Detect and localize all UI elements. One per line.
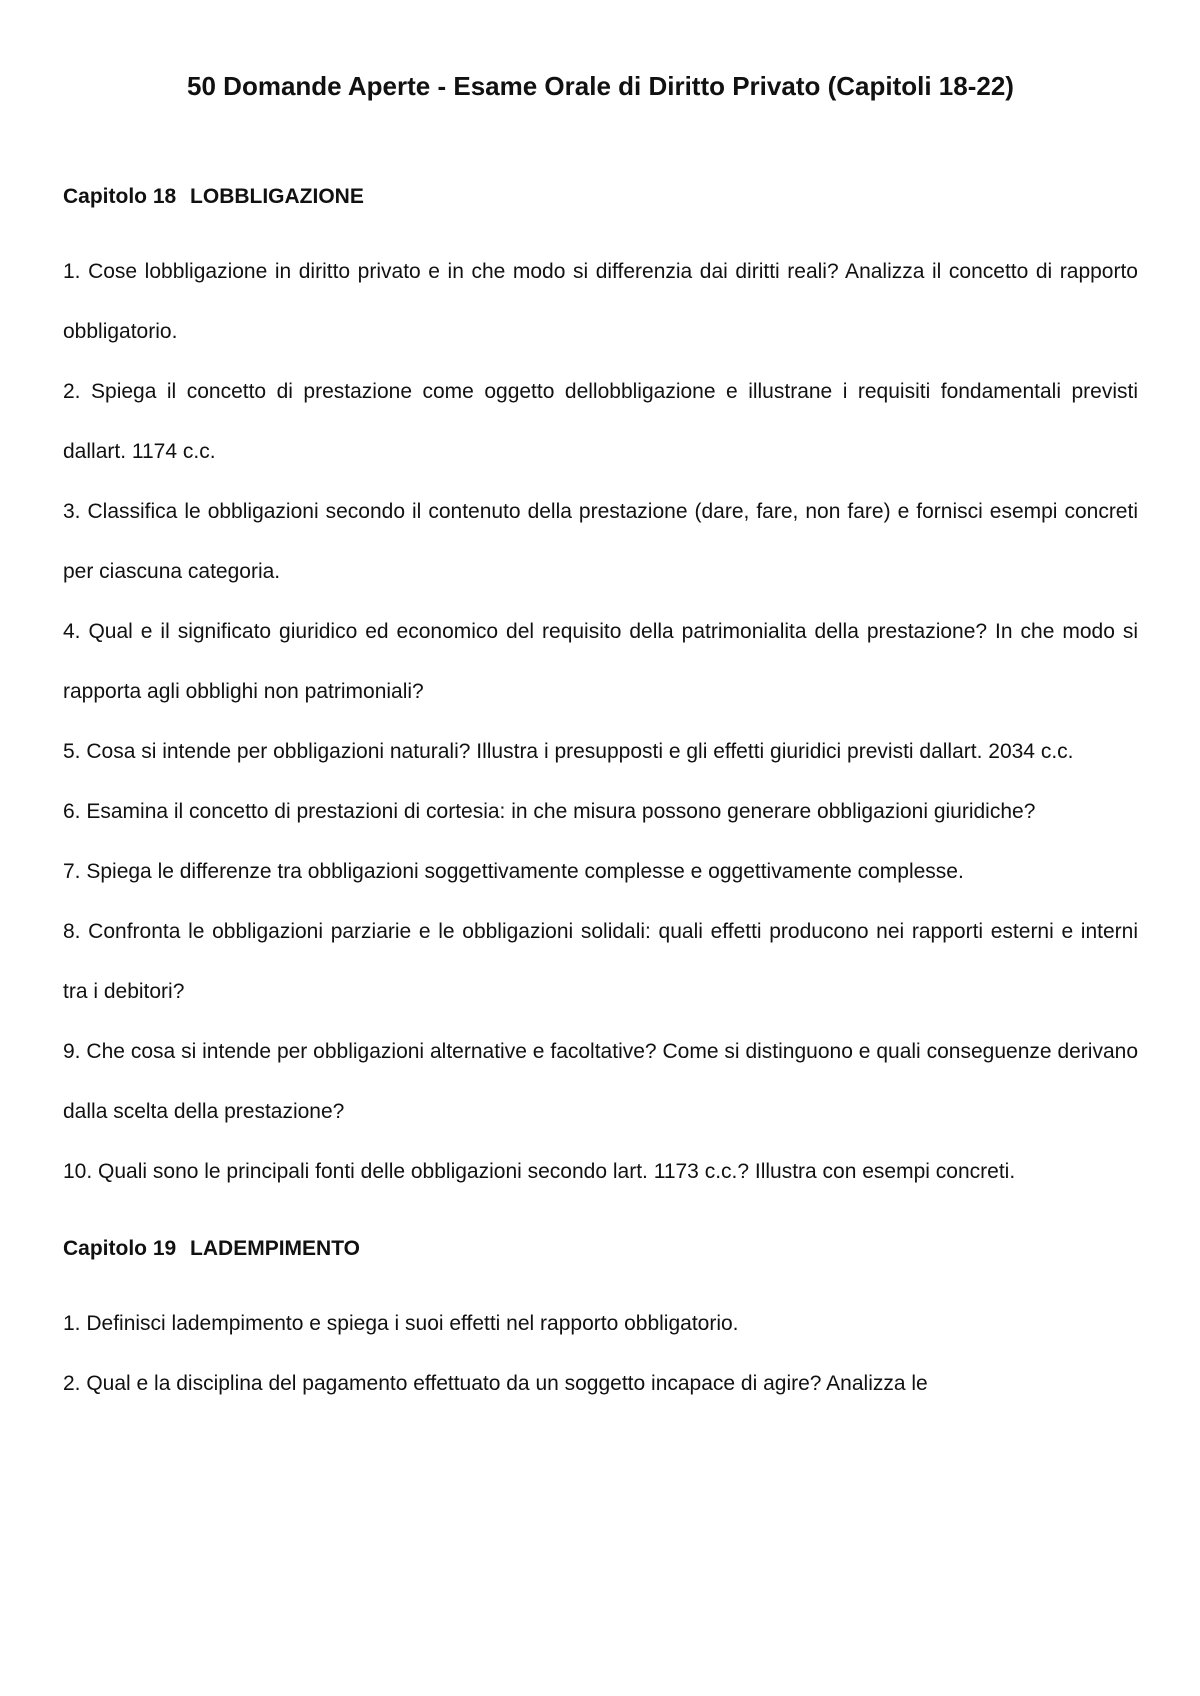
chapter-name: LOBBLIGAZIONE <box>190 185 364 208</box>
chapter-label: Capitolo 19 <box>63 1237 177 1260</box>
question-item: 3. Classifica le obbligazioni secondo il contenuto della prestazione (dare, fare, non fare) e fornisci esempi concreti per ciascuna categoria. <box>63 500 1138 583</box>
question-item: 8. Confronta le obbligazioni parziarie e le obbligazioni solidali: quali effetti producono nei rapporti esterni e interni tra i debitori? <box>63 920 1138 1003</box>
question-item: 10. Quali sono le principali fonti delle obbligazioni secondo lart. 1173 c.c.? Illustra con esempi concreti. <box>63 1160 1016 1183</box>
question-item: 9. Che cosa si intende per obbligazioni alternative e facoltative? Come si distinguono e quali conseguenze derivano dalla scelta della prestazione? <box>63 1040 1138 1123</box>
question-item: 5. Cosa si intende per obbligazioni naturali? Illustra i presupposti e gli effetti giuridici previsti dallart. 2034 c.c. <box>63 740 1074 763</box>
chapter-label: Capitolo 18 <box>63 185 177 208</box>
chapter-heading <box>63 181 1138 213</box>
question-item: 2. Qual e la disciplina del pagamento effettuato da un soggetto incapace di agire? Analizza le <box>63 1372 928 1395</box>
question-item: 1. Cose lobbligazione in diritto privato e in che modo si differenzia dai diritti reali? Analizza il concetto di rapporto obbligatorio. <box>63 260 1138 343</box>
document-title: 50 Domande Aperte - Esame Orale di Diritto Privato (Capitoli 18-22) <box>187 71 1014 101</box>
question-item: 7. Spiega le differenze tra obbligazioni soggettivamente complesse e oggettivamente complesse. <box>63 860 964 883</box>
chapter-name: LADEMPIMENTO <box>190 1237 360 1260</box>
chapter-heading <box>63 1233 1138 1265</box>
chapter-19-section <box>63 1233 1138 1414</box>
question-item: 4. Qual e il significato giuridico ed economico del requisito della patrimonialita della prestazione? In che modo si rapporta agli obblighi non patrimoniali? <box>63 620 1138 703</box>
question-item: 1. Definisci ladempimento e spiega i suoi effetti nel rapporto obbligatorio. <box>63 1312 739 1335</box>
question-item: 6. Esamina il concetto di prestazioni di cortesia: in che misura possono generare obbligazioni giuridiche? <box>63 800 1036 823</box>
question-item: 2. Spiega il concetto di prestazione come oggetto dellobbligazione e illustrane i requisiti fondamentali previsti dallart. 1174 c.c. <box>63 380 1138 463</box>
chapter-18-section <box>63 181 1138 1202</box>
